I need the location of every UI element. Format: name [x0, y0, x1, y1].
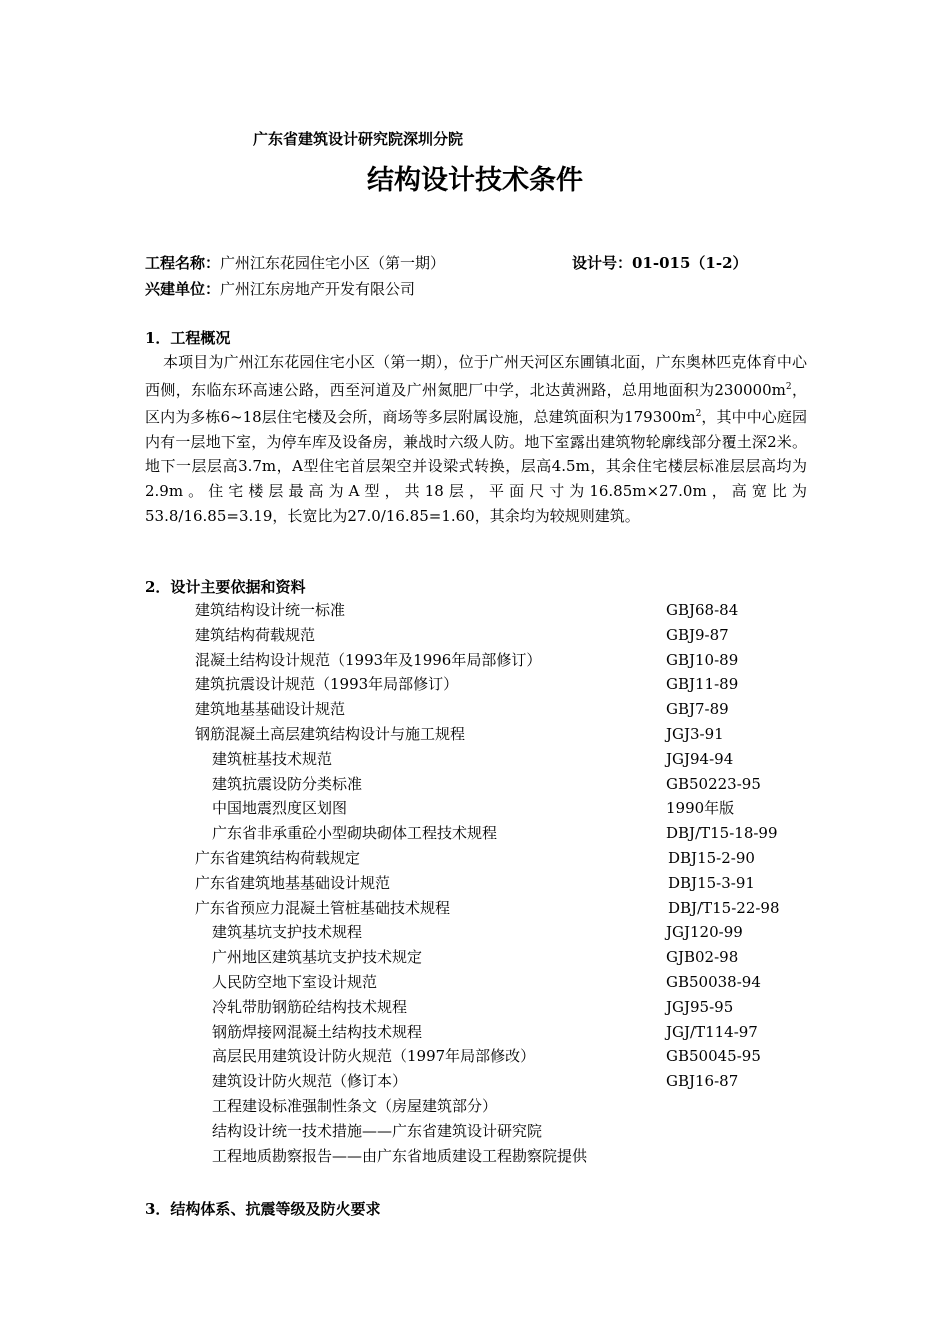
section-2-heading: 2．设计主要依据和资料 [145, 578, 306, 596]
project-name-line [145, 252, 445, 273]
reference-code: GBJ10-89 [666, 650, 739, 669]
superscript-2b: 2 [695, 409, 702, 420]
reference-code: GBJ11-89 [666, 675, 739, 694]
reference-name: 建筑结构设计统一标准 [195, 601, 346, 619]
reference-row [0, 747, 950, 771]
reference-row [0, 672, 950, 696]
reference-name: 建筑基坑支护技术规程 [212, 923, 363, 942]
reference-name: 工程地质勘察报告——由广东省地质建设工程勘察院提供 [212, 1146, 588, 1165]
reference-code: DBJ/T15-22-98 [668, 898, 780, 917]
reference-name: 中国地震烈度区划图 [212, 799, 348, 818]
reference-row [0, 821, 950, 845]
reference-code: GB50038-94 [666, 973, 761, 991]
reference-row [0, 722, 950, 746]
reference-row [0, 1069, 950, 1093]
reference-name: 建筑地基基础设计规范 [195, 700, 346, 719]
superscript-2: 2 [785, 381, 792, 392]
reference-name: 结构设计统一技术措施——广东省建筑设计研究院 [212, 1121, 543, 1140]
reference-name: 广东省建筑结构荷载规定 [195, 849, 361, 867]
reference-name: 混凝土结构设计规范（1993年及1996年局部修订） [195, 650, 542, 669]
reference-row [0, 1094, 950, 1118]
reference-row [0, 846, 950, 870]
reference-row [0, 871, 950, 895]
reference-row [0, 1020, 950, 1044]
builder-label: 兴建单位： [145, 280, 221, 298]
project-name-value: 广州江东花园住宅小区（第一期） [220, 254, 446, 272]
reference-name: 钢筋焊接网混凝土结构技术规程 [212, 1022, 423, 1041]
reference-name: 建筑结构荷载规范 [195, 625, 316, 644]
reference-name: 人民防空地下室设计规范 [212, 973, 378, 991]
reference-name: 建筑设计防火规范（修订本） [212, 1072, 408, 1091]
paragraph-text-a: 本项目为广州江东花园住宅小区（第一期），位于广州天河区东圃镇北面，广东奥林匹克体育中心西侧，东临东环高速公路，西至河道及广州氮肥厂中学，北达黄洲路，总用地面积为230000m [145, 353, 807, 399]
paragraph-text-c: ，其中中心庭园内有一层地下室，为停车库及设备房，兼战时六级人防。地下室露出建筑物轮廓线部分覆土深2米。地下一层层高3.7m，A型住宅首层架空并设梁式转换，层高4.5m，其余住宅楼层标准层层高均为2.9m。住宅楼层最高为A型，共18层，平面尺寸为16.85m×27.0m，高宽比为53.8/16.85=3.19，长宽比为27.0/16.85=1.60，其余均为较规则建筑。 [145, 408, 807, 525]
reference-name: 建筑桩基技术规范 [212, 749, 333, 768]
reference-row [0, 995, 950, 1019]
builder-line [145, 278, 415, 299]
reference-code: DBJ15-2-90 [668, 849, 755, 867]
reference-code: JGJ3-91 [666, 725, 724, 743]
reference-row [0, 970, 950, 994]
reference-row [0, 648, 950, 672]
reference-row [0, 796, 950, 820]
design-number: 设计号：01-015（1-2） [572, 254, 748, 272]
organization-name: 广东省建筑设计研究院深圳分院 [253, 130, 464, 148]
reference-name: 建筑抗震设防分类标准 [212, 774, 363, 793]
reference-code: GB50045-95 [666, 1047, 761, 1066]
reference-code: GJB02-98 [666, 948, 739, 967]
reference-name: 冷轧带肋钢筋砼结构技术规程 [212, 997, 408, 1016]
section-3-heading: 3．结构体系、抗震等级及防火要求 [145, 1200, 381, 1218]
section-1-paragraph [145, 350, 807, 528]
reference-code: GBJ68-84 [666, 601, 739, 619]
reference-row [0, 623, 950, 647]
reference-code: DBJ/T15-18-99 [666, 824, 778, 843]
reference-code: GBJ16-87 [666, 1072, 739, 1091]
reference-row [0, 1119, 950, 1143]
reference-name: 广东省非承重砼小型砌块砌体工程技术规程 [212, 824, 498, 843]
reference-row [0, 1044, 950, 1068]
reference-row [0, 945, 950, 969]
reference-code: JGJ95-95 [666, 997, 734, 1016]
reference-code: JGJ/T114-97 [666, 1022, 758, 1041]
reference-row [0, 598, 950, 622]
reference-row [0, 896, 950, 920]
paragraph-text-b: ，区内为多栋6~18层住宅楼及会所，商场等多层附属设施，总建筑面积为179300m [145, 380, 807, 427]
reference-row [0, 697, 950, 721]
reference-code: 1990年版 [666, 799, 735, 818]
reference-code: JGJ94-94 [666, 749, 734, 768]
document-title: 结构设计技术条件 [367, 165, 583, 196]
reference-name: 广州地区建筑基坑支护技术规定 [212, 948, 423, 967]
reference-name: 建筑抗震设计规范（1993年局部修订） [195, 675, 459, 694]
reference-row [0, 1144, 950, 1168]
reference-row [0, 772, 950, 796]
reference-name: 高层民用建筑设计防火规范（1997年局部修改） [212, 1047, 536, 1066]
reference-row [0, 920, 950, 944]
reference-code: GBJ7-89 [666, 700, 729, 719]
reference-name: 广东省建筑地基基础设计规范 [195, 873, 391, 892]
reference-code: DBJ15-3-91 [668, 873, 755, 892]
reference-code: GB50223-95 [666, 774, 761, 793]
builder-value: 广州江东房地产开发有限公司 [220, 280, 416, 298]
reference-name: 钢筋混凝土高层建筑结构设计与施工规程 [195, 725, 466, 743]
section-1-heading: 1．工程概况 [145, 329, 231, 347]
reference-name: 广东省预应力混凝土管桩基础技术规程 [195, 898, 451, 917]
project-name-label: 工程名称： [145, 254, 221, 272]
reference-code: GBJ9-87 [666, 625, 729, 644]
reference-name: 工程建设标准强制性条文（房屋建筑部分） [212, 1097, 498, 1115]
reference-code: JGJ120-99 [666, 923, 743, 942]
